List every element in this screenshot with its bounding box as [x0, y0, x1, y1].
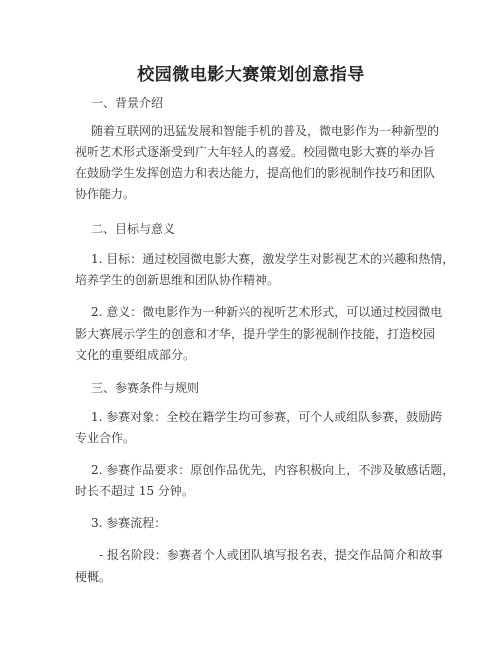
- paragraph-line: 梗概。: [75, 570, 112, 584]
- paragraph-line: 影大赛展示学生的创意和才华，提升学生的影视制作技能，打造校园: [75, 327, 436, 341]
- paragraph-line: 随着互联网的迅猛发展和智能手机的普及，微电影作为一种新型的: [91, 124, 440, 138]
- list-item: - 报名阶段：参赛者个人或团队填写报名表，提交作品简介和故事: [99, 548, 443, 562]
- heading-background: 一、背景介绍: [91, 96, 164, 110]
- paragraph-line: 培养学生的创新思维和团队协作精神。: [75, 273, 280, 287]
- paragraph-line: 专业合作。: [75, 431, 136, 445]
- paragraph-line: 1. 参赛对象：全校在籍学生均可参赛，可个人或组队参赛，鼓励跨: [91, 410, 443, 424]
- paragraph-line: 文化的重要组成部分。: [75, 348, 196, 362]
- paragraph-line: 1. 目标：通过校园微电影大赛，激发学生对影视艺术的兴趣和热情，: [91, 252, 455, 266]
- heading-rules: 三、参赛条件与规则: [91, 381, 200, 395]
- paragraph-line: 2. 参赛作品要求：原创作品优先，内容积极向上，不涉及敏感话题，: [91, 463, 455, 477]
- paragraph-line: 协作能力。: [75, 187, 136, 201]
- paragraph-line: 在鼓励学生发挥创造力和表达能力，提高他们的影视制作技巧和团队: [75, 166, 436, 180]
- paragraph-line: 3. 参赛流程：: [91, 516, 167, 530]
- document-title: 校园微电影大赛策划创意指导: [137, 65, 365, 85]
- paragraph-line: 2. 意义：微电影作为一种新兴的视听艺术形式，可以通过校园微电: [91, 305, 443, 319]
- paragraph-line: 视听艺术形式逐渐受到广大年轻人的喜爱。校园微电影大赛的举办旨: [75, 145, 436, 159]
- paragraph-line: 时长不超过 15 分钟。: [75, 484, 194, 498]
- heading-goals: 二、目标与意义: [91, 222, 176, 236]
